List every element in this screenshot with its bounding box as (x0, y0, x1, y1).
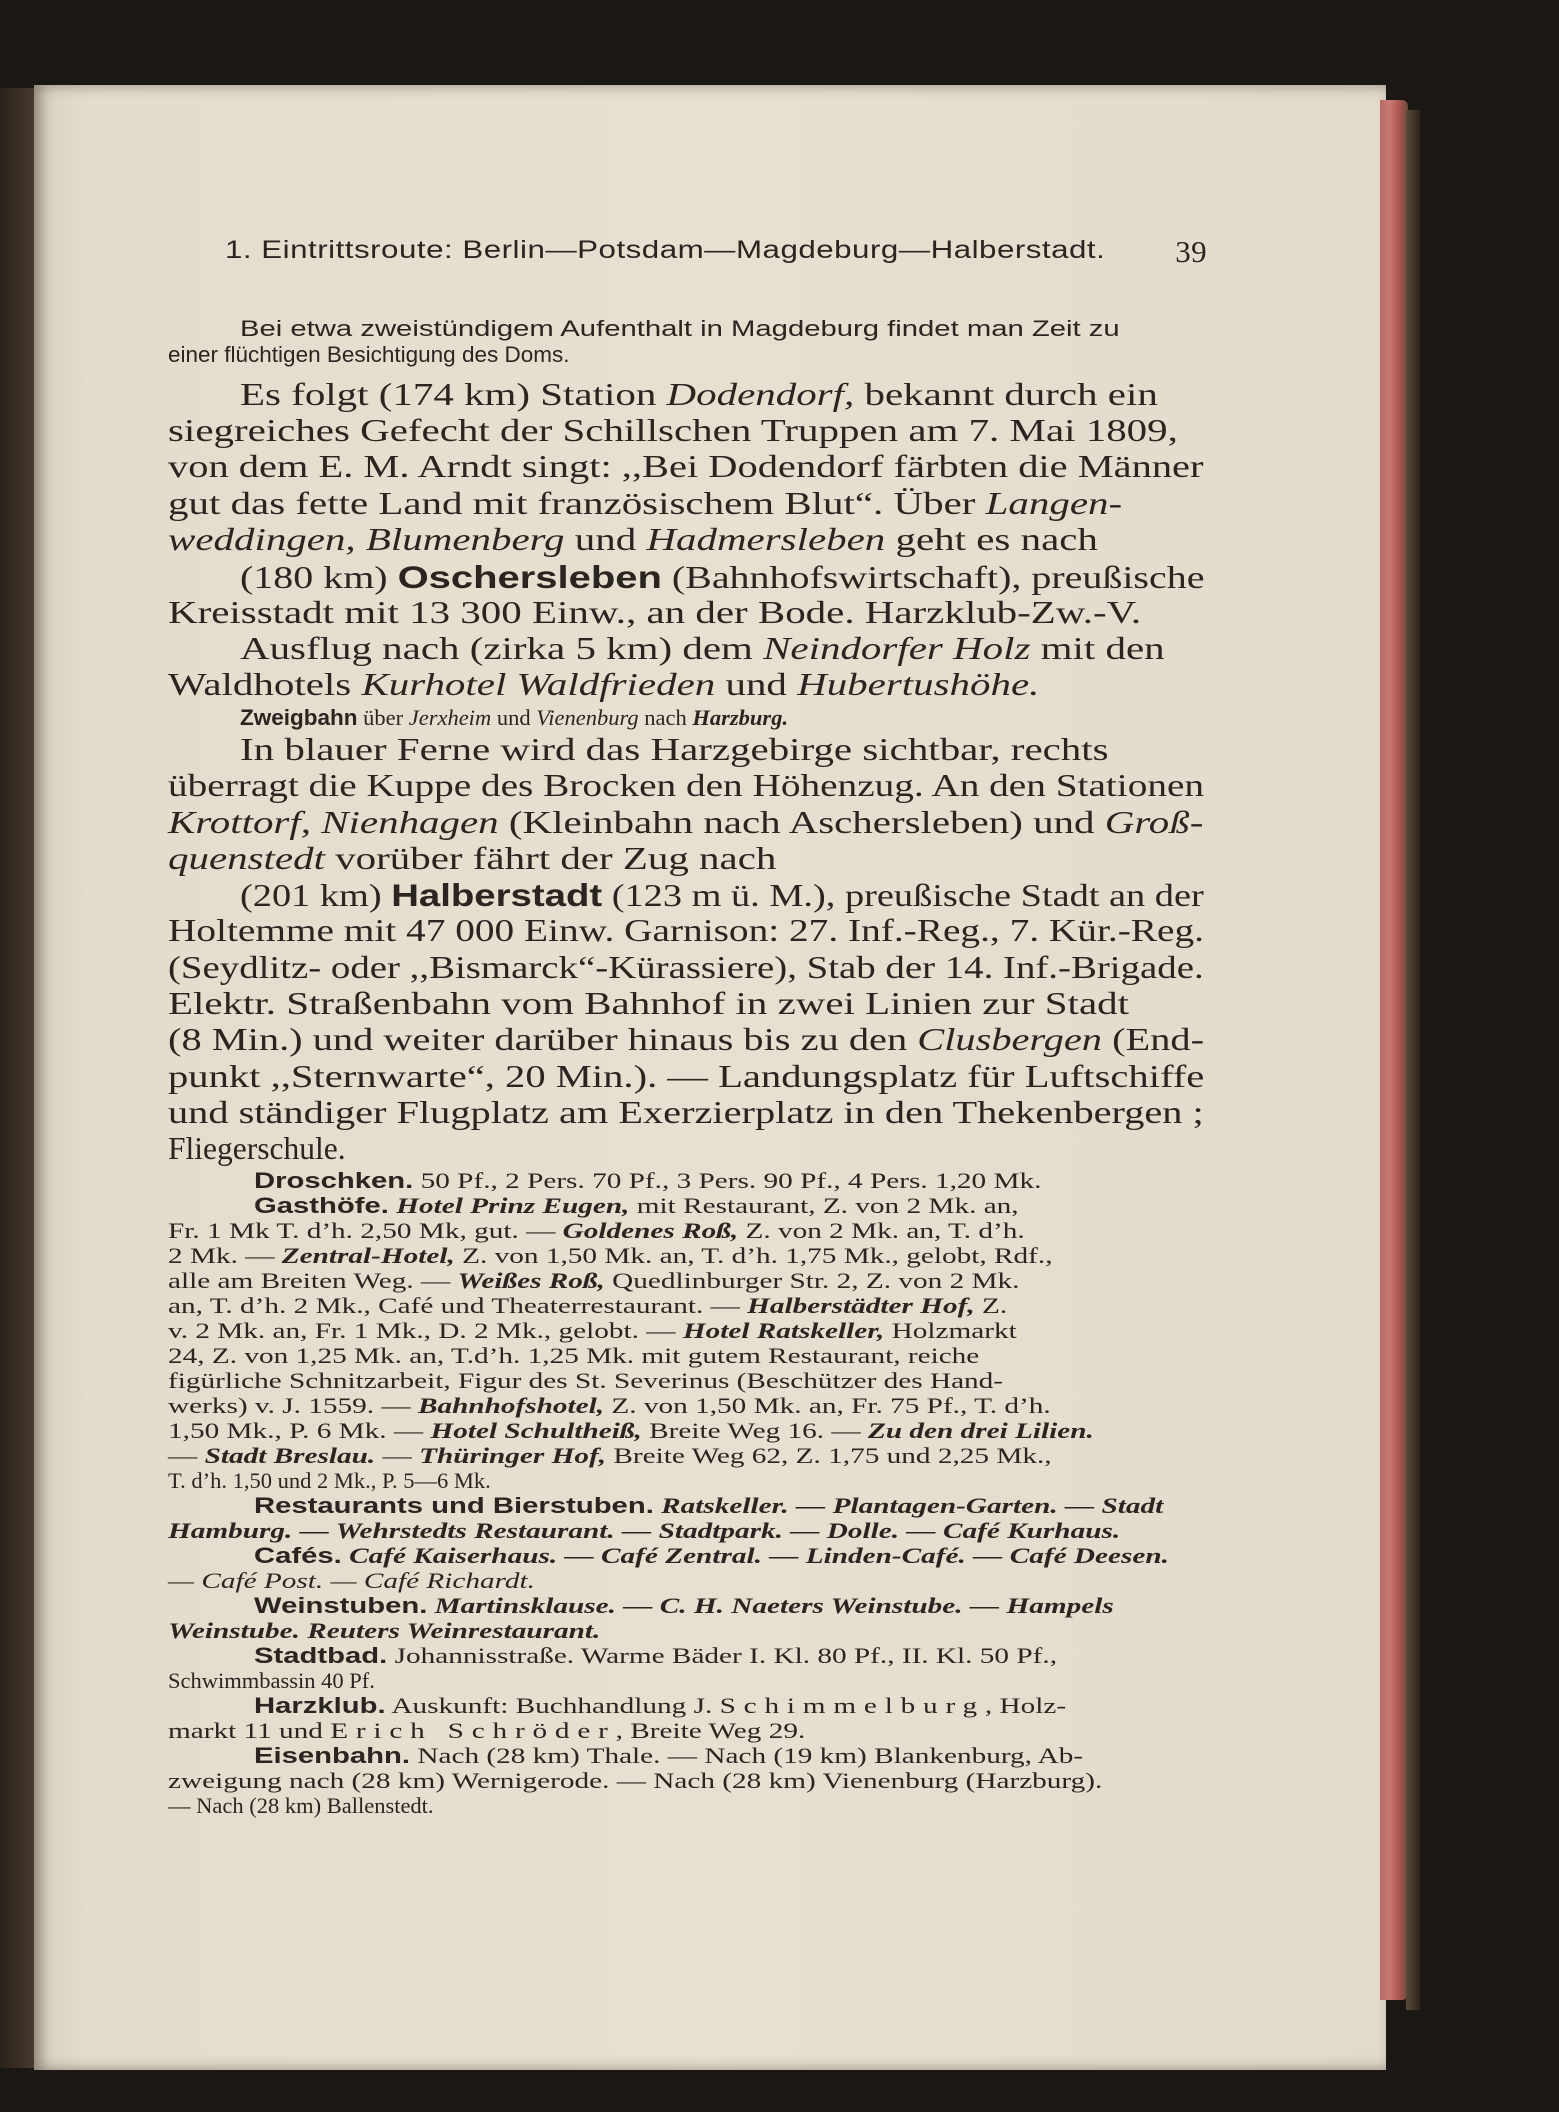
detail-line: Schwimmbassin 40 Pf. (168, 1668, 375, 1693)
body-line (240, 559, 1204, 596)
text: Clusbergen (917, 1022, 1102, 1057)
label-eisenbahn: Eisenbahn. (254, 1743, 411, 1768)
place-oschersleben: Oschersleben (397, 559, 662, 595)
text: (Kleinbahn nach Aschersleben) und (498, 805, 1105, 840)
place-halberstadt: Halberstadt (391, 877, 603, 913)
page-number: 39 (1175, 234, 1207, 269)
text: Bahnhofshotel, (417, 1393, 605, 1418)
body-line: siegreiches Gefecht der Schillschen Truppen am 7. Mai 1809, (168, 413, 1178, 448)
text: Hubertushöhe. (797, 667, 1040, 702)
book-cover-edge (1406, 110, 1420, 2010)
text: an, T. d’h. 2 Mk., Café und Theaterrestaurant. — (168, 1293, 748, 1318)
text: Weinstube. Reuters Weinrestaurant. (168, 1618, 601, 1643)
detail-line (168, 1718, 805, 1744)
text: und (491, 705, 537, 730)
text: bekannt durch ein (854, 377, 1158, 412)
detail-line (168, 1268, 1019, 1294)
text: Hadmersleben (646, 522, 886, 557)
text: Krottorf, Nienhagen (168, 805, 499, 840)
text: Schimmelburg (719, 1693, 985, 1718)
detail-stadtbad (254, 1643, 1057, 1669)
text: Neindorfer Holz (763, 631, 1031, 666)
text: Fr. 1 Mk T. d’h. 2,50 Mk, gut. — (168, 1218, 563, 1243)
text: Café Kaiserhaus. — Café Zentral. — Linden-Café. — Café Deesen. (341, 1543, 1169, 1568)
body-line (168, 522, 1098, 558)
text: Weißes Roß, (457, 1268, 605, 1293)
intro-line-2: einer flüchtigen Besichtigung des Doms. (168, 342, 570, 367)
zweigbahn-line (240, 705, 788, 731)
text: Es folgt (174 km) Station (240, 377, 667, 412)
label-restaurants: Restaurants und Bierstuben. (254, 1493, 654, 1518)
text: Johannisstraße. Warme Bäder I. Kl. 80 Pf., II. Kl. 50 Pf., (387, 1643, 1058, 1668)
body-line (240, 631, 1165, 667)
body-line: überragt die Kuppe des Brocken den Höhenzug. An den Stationen (168, 768, 1205, 803)
text: 2 Mk. — (168, 1243, 282, 1268)
label-gasthoefe: Gasthöfe. (254, 1193, 389, 1218)
text: Zentral-Hotel, (281, 1243, 455, 1268)
text: Jerxheim (408, 705, 492, 730)
body-line (240, 377, 1158, 413)
text: 1,50 Mk., P. 6 Mk. — (168, 1418, 431, 1443)
text: weddingen, Blumenberg (168, 522, 565, 557)
body-line: Kreisstadt mit 13 300 Einw., an der Bode. Harzklub-Zw.-V. (168, 595, 1142, 630)
text: Hotel Ratskeller, (682, 1318, 885, 1343)
body-line: und ständiger Flugplatz am Exerzierplatz in den Thekenbergen ; (168, 1095, 1204, 1130)
text: nach (638, 705, 693, 730)
detail-line: T. d’h. 1,50 und 2 Mk., P. 5—6 Mk. (168, 1468, 491, 1493)
text: Hotel Schultheiß, (430, 1418, 642, 1443)
text: 50 Pf., 2 Pers. 70 Pf., 3 Pers. 90 Pf., 4 Pers. 1,20 Mk. (413, 1168, 1042, 1193)
label-cafes: Cafés. (254, 1543, 342, 1568)
text: (8 Min.) und weiter darüber hinaus bis zu den (168, 1022, 918, 1057)
text: Z. von 1,50 Mk. an, T. d’h. 1,75 Mk., gelobt, Rdf., (454, 1243, 1053, 1268)
detail-line (168, 1443, 1052, 1469)
text: v. 2 Mk. an, Fr. 1 Mk., D. 2 Mk., gelobt. — (168, 1318, 683, 1343)
body-line: Fliegerschule. (168, 1131, 346, 1166)
detail-line (168, 1318, 1017, 1344)
detail-line (168, 1243, 1053, 1269)
text: Hotel Prinz Eugen, (396, 1193, 630, 1218)
text: markt 11 und (168, 1718, 331, 1743)
text: , Breite Weg 29. (615, 1718, 806, 1743)
text: Hamburg. — Wehrstedts Restaurant. — Stadtpark. — Dolle. — Café Kurhaus. (168, 1518, 1121, 1543)
body-line: In blauer Ferne wird das Harzgebirge sichtbar, rechts (240, 732, 1109, 767)
text: (Bahnhofswirtschaft), preußische (661, 560, 1205, 595)
text: Kurhotel Waldfrieden (361, 667, 716, 702)
detail-restaurants (254, 1493, 1163, 1519)
text: Halberstädter Hof, (747, 1293, 975, 1318)
body-line (168, 667, 1039, 703)
detail-line: zweigung nach (28 km) Wernigerode. — Nach (28 km) Vienenburg (Harzburg). (168, 1768, 1103, 1793)
text: Auskunft: Buchhandlung J. (385, 1693, 720, 1718)
detail-droschken (254, 1168, 1041, 1194)
text: und (564, 522, 647, 557)
text: Z. von 1,50 Mk. an, Fr. 75 Pf., T. d’h. (604, 1393, 1051, 1418)
text: Holzmarkt (884, 1318, 1017, 1343)
detail-line: — Nach (28 km) Ballenstedt. (168, 1793, 434, 1818)
text: geht es nach (885, 522, 1098, 557)
detail-line (168, 1393, 1051, 1419)
detail-eisenbahn (254, 1743, 1083, 1769)
detail-line (168, 1218, 1025, 1244)
text: Breite Weg 16. — (641, 1418, 868, 1443)
detail-line (168, 1618, 600, 1644)
text: Langen- (985, 486, 1123, 521)
detail-line: 24, Z. von 1,25 Mk. an, T.d’h. 1,25 Mk. mit gutem Restaurant, reiche (168, 1343, 980, 1368)
text: gut das fette Land mit französischem Blut“. Über (168, 486, 986, 521)
body-line (168, 486, 1122, 522)
text: Vienenburg (536, 705, 639, 730)
text: Zu den drei Lilien. (867, 1418, 1094, 1443)
detail-weinstuben (254, 1593, 1114, 1619)
intro-line-1: Bei etwa zweistündigem Aufenthalt in Magdeburg findet man Zeit zu (240, 316, 1120, 341)
text: mit den (1030, 631, 1165, 666)
label-zweigbahn: Zweigbahn (240, 705, 358, 730)
text: Ausflug nach (zirka 5 km) dem (240, 631, 764, 666)
text: — Café Post. — Café Richardt. (168, 1568, 535, 1593)
text: (201 km) (240, 878, 392, 913)
detail-harzklub (254, 1693, 1066, 1719)
detail-line (168, 1293, 1007, 1319)
detail-cafes (254, 1543, 1169, 1569)
text: Groß- (1104, 805, 1204, 840)
text: quenstedt (168, 841, 325, 876)
text: Breite Weg 62, Z. 1,75 und 2,25 Mk., (606, 1443, 1052, 1468)
label-weinstuben: Weinstuben. (254, 1593, 428, 1618)
body-line: (Seydlitz- oder ,,Bismarck“-Kürassiere), Stab der 14. Inf.-Brigade. (168, 950, 1204, 985)
text: vorüber fährt der Zug nach (324, 841, 777, 876)
text: — (375, 1443, 420, 1468)
text: Erich Schröder (330, 1718, 616, 1743)
body-line: punkt ,,Sternwarte“, 20 Min.). — Landungsplatz für Luftschiffe (168, 1059, 1205, 1094)
running-header (225, 236, 1205, 268)
text: Waldhotels (168, 667, 362, 702)
text: Harzburg. (692, 705, 789, 730)
label-harzklub: Harzklub. (254, 1693, 386, 1718)
body-line: von dem E. M. Arndt singt: ,,Bei Dodendorf färbten die Männer (168, 449, 1204, 484)
text: werks) v. J. 1559. — (168, 1393, 418, 1418)
text: und (715, 667, 798, 702)
body-line (168, 841, 776, 877)
text: (123 m ü. M.), preußische Stadt an der (602, 878, 1204, 913)
body-line (168, 1022, 1204, 1058)
text: Z. (974, 1293, 1008, 1318)
text: über (357, 705, 409, 730)
label-droschken: Droschken. (254, 1168, 414, 1193)
text: alle am Breiten Weg. — (168, 1268, 458, 1293)
text: mit Restaurant, Z. von 2 Mk. an, (629, 1193, 1019, 1218)
label-stadtbad: Stadtbad. (254, 1643, 388, 1668)
text: (180 km) (240, 560, 398, 595)
body-line (168, 805, 1203, 841)
body-line: Elektr. Straßenbahn vom Bahnhof in zwei Linien zur Stadt (168, 986, 1129, 1021)
detail-gasthoefe (254, 1193, 1019, 1219)
detail-line (168, 1518, 1120, 1544)
body-line: Holtemme mit 47 000 Einw. Garnison: 27. Inf.-Reg., 7. Kür.-Reg. (168, 913, 1204, 948)
body-line (240, 877, 1204, 914)
text: Stadt Breslau. (204, 1443, 376, 1468)
text: — (168, 1443, 205, 1468)
detail-line: figürliche Schnitzarbeit, Figur des St. Severinus (Beschützer des Hand- (168, 1368, 1004, 1393)
detail-line (168, 1568, 535, 1594)
detail-line (168, 1418, 1094, 1444)
place-dodendorf: Dodendorf, (666, 377, 855, 412)
text: Quedlinburger Str. 2, Z. von 2 Mk. (604, 1268, 1020, 1293)
text: Ratskeller. — Plantagen-Garten. — Stadt (653, 1493, 1164, 1518)
running-head-title: 1. Eintrittsroute: Berlin—Potsdam—Magdeburg—Halberstadt. (225, 236, 1106, 264)
text: (End- (1101, 1022, 1205, 1057)
page-edge-red (1380, 100, 1408, 2000)
text: Z. von 2 Mk. an, T. d’h. (738, 1218, 1025, 1243)
text: Thüringer Hof, (419, 1443, 607, 1468)
text: Martinsklause. — C. H. Naeters Weinstube. — Hampels (427, 1593, 1114, 1618)
text: Goldenes Roß, (562, 1218, 739, 1243)
text: , Holz- (984, 1693, 1067, 1718)
text: Nach (28 km) Thale. — Nach (19 km) Blankenburg, Ab- (410, 1743, 1084, 1768)
